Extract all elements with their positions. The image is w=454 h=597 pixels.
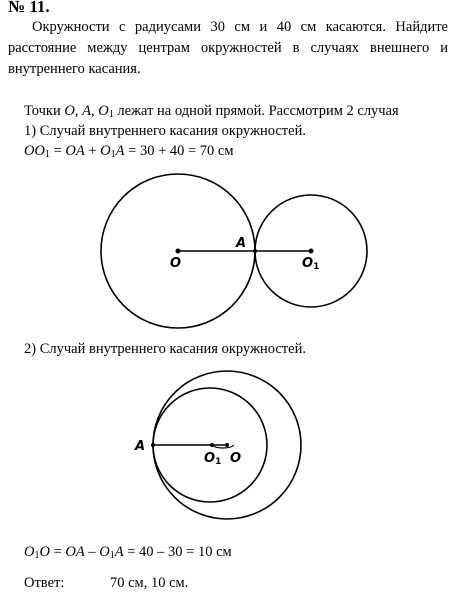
figure1-external-tangency: [101, 174, 367, 328]
answer-label: Ответ:: [24, 575, 65, 591]
figure1-point-o: [176, 249, 181, 254]
case2-title: 2) Случай внутреннего касания окружностей.: [24, 341, 306, 357]
problem-number: № 11.: [8, 0, 50, 16]
problem-statement: Окружности с радиусами 30 см и 40 см касаются. Найдите расстояние между центрам окружностей в случаях внешнего и внутреннего касания.: [8, 19, 448, 77]
figure2-label-a: A: [135, 439, 146, 454]
case1-formula: $OO_1$ = OA + $O_1A = 30 + 40 = 70$ см: [24, 143, 234, 160]
figure2-label-o1: $O_1$: [204, 451, 222, 467]
solution-intro: Точки O, A, $O_1$ лежат на одной прямой. Рассмотрим 2 случая: [24, 103, 399, 120]
figure1-point-o1: [309, 249, 314, 254]
figure1-label-o1: $O_1$: [302, 256, 320, 272]
figure2-label-o: O: [230, 451, 242, 466]
figure1-label-a: A: [236, 236, 247, 251]
figure1-point-a: [253, 249, 257, 253]
case1-title: 1) Случай внутреннего касания окружностей.: [24, 123, 306, 139]
answer-value: 70 см, 10 см.: [110, 575, 189, 591]
figure2-point-a: [151, 443, 155, 447]
figure1-label-o: O: [170, 256, 182, 271]
figure2-point-o1: [210, 443, 214, 447]
figure2-point-o: [225, 443, 229, 447]
case2-formula: $O_1O$ = OA – $O_1A = 40 - 30 = 10$ см: [24, 544, 232, 561]
